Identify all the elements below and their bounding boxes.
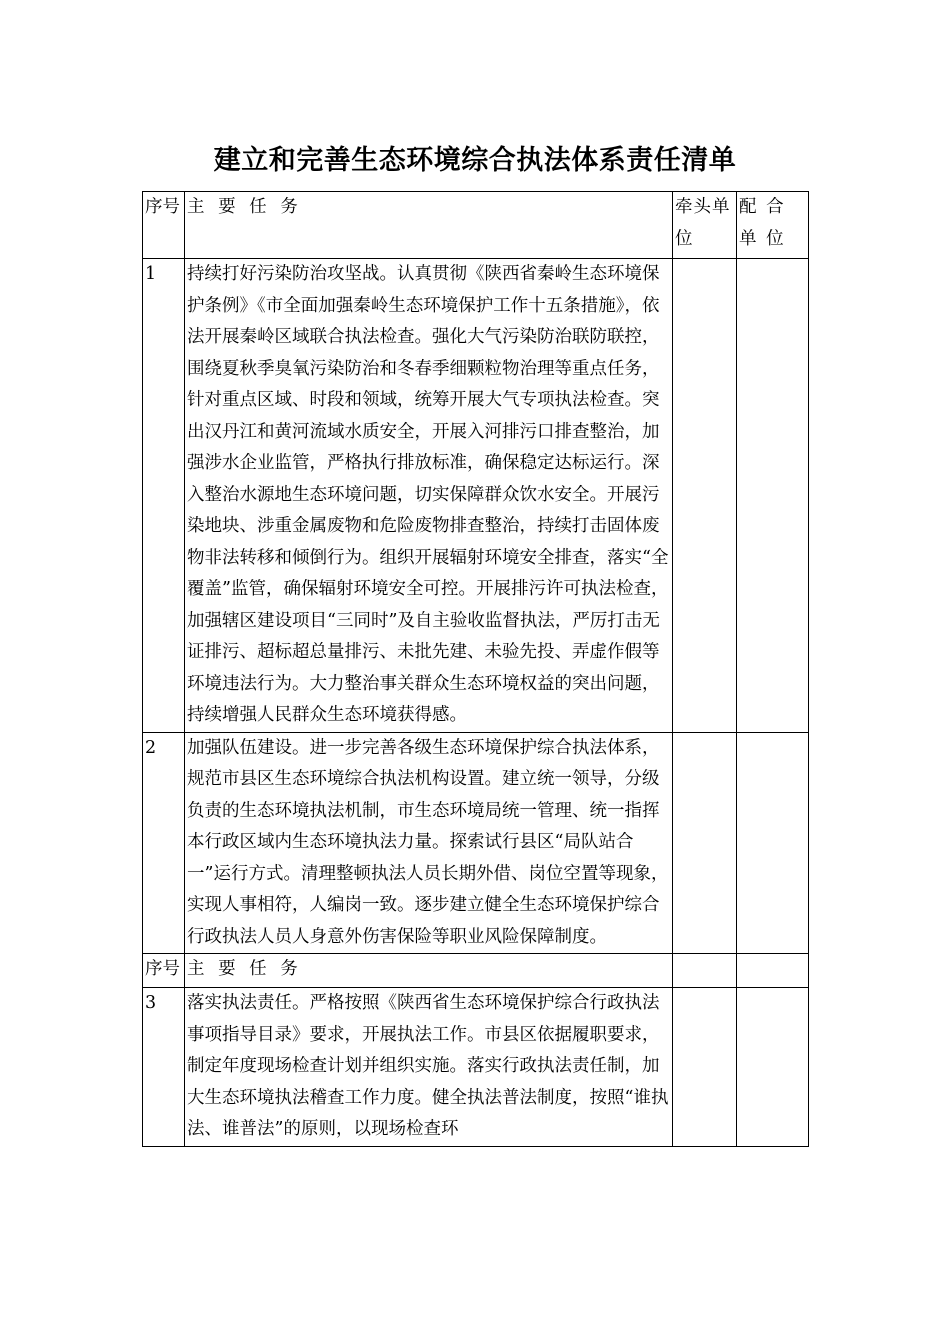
table-row bbox=[143, 732, 809, 954]
header-lead: 牵头单位 bbox=[673, 192, 737, 259]
header-task: 主 要 任 务 bbox=[185, 954, 673, 988]
row-coop bbox=[737, 732, 809, 954]
table-header-row bbox=[143, 192, 809, 259]
header-seq: 序号 bbox=[143, 954, 185, 988]
row-lead bbox=[673, 259, 737, 733]
row-coop bbox=[737, 259, 809, 733]
header-coop: 配 合 单 位 bbox=[737, 192, 809, 259]
responsibility-table bbox=[142, 191, 809, 1147]
row-lead bbox=[673, 732, 737, 954]
row-task: 加强队伍建设。进一步完善各级生态环境保护综合执法体系，规范市县区生态环境综合执法机构设置。建立统一领导，分级负责的生态环境执法机制，市生态环境局统一管理、统一指挥本行政区域内生态环境执法力量。探索试行县区“局队站合一”运行方式。清理整顿执法人员长期外借、岗位空置等现象，实现人事相符，人编岗一致。逐步建立健全生态环境保护综合行政执法人员人身意外伤害保险等职业风险保障制度。 bbox=[185, 732, 673, 954]
row-coop bbox=[737, 988, 809, 1147]
table-header-row-repeat bbox=[143, 954, 809, 988]
row-seq: 3 bbox=[143, 988, 185, 1147]
row-task: 持续打好污染防治攻坚战。认真贯彻《陕西省秦岭生态环境保护条例》《市全面加强秦岭生态环境保护工作十五条措施》，依法开展秦岭区域联合执法检查。强化大气污染防治联防联控，围绕夏秋季臭氧污染防治和冬春季细颗粒物治理等重点任务，针对重点区域、时段和领域，统筹开展大气专项执法检查。突出汉丹江和黄河流域水质安全，开展入河排污口排查整治，加强涉水企业监管，严格执行排放标准，确保稳定达标运行。深入整治水源地生态环境问题，切实保障群众饮水安全。开展污染地块、涉重金属废物和危险废物排查整治，持续打击固体废物非法转移和倾倒行为。组织开展辐射环境安全排查，落实“全覆盖”监管，确保辐射环境安全可控。开展排污许可执法检查，加强辖区建设项目“三同时”及自主验收监督执法，严厉打击无证排污、超标超总量排污、未批先建、未验先投、弄虚作假等环境违法行为。大力整治事关群众生态环境权益的突出问题，持续增强人民群众生态环境获得感。 bbox=[185, 259, 673, 733]
row-seq: 1 bbox=[143, 259, 185, 733]
table-row bbox=[143, 259, 809, 733]
page-title: 建立和完善生态环境综合执法体系责任清单 bbox=[213, 145, 737, 176]
header-seq: 序号 bbox=[143, 192, 185, 259]
row-lead bbox=[673, 988, 737, 1147]
row-task: 落实执法责任。严格按照《陕西省生态环境保护综合行政执法事项指导目录》要求，开展执法工作。市县区依据履职要求，制定年度现场检查计划并组织实施。落实行政执法责任制，加大生态环境执法稽查工作力度。健全执法普法制度，按照“谁执法、谁普法”的原则，以现场检查环 bbox=[185, 988, 673, 1147]
row-seq: 2 bbox=[143, 732, 185, 954]
table-row bbox=[143, 988, 809, 1147]
header-task: 主 要 任 务 bbox=[185, 192, 673, 259]
